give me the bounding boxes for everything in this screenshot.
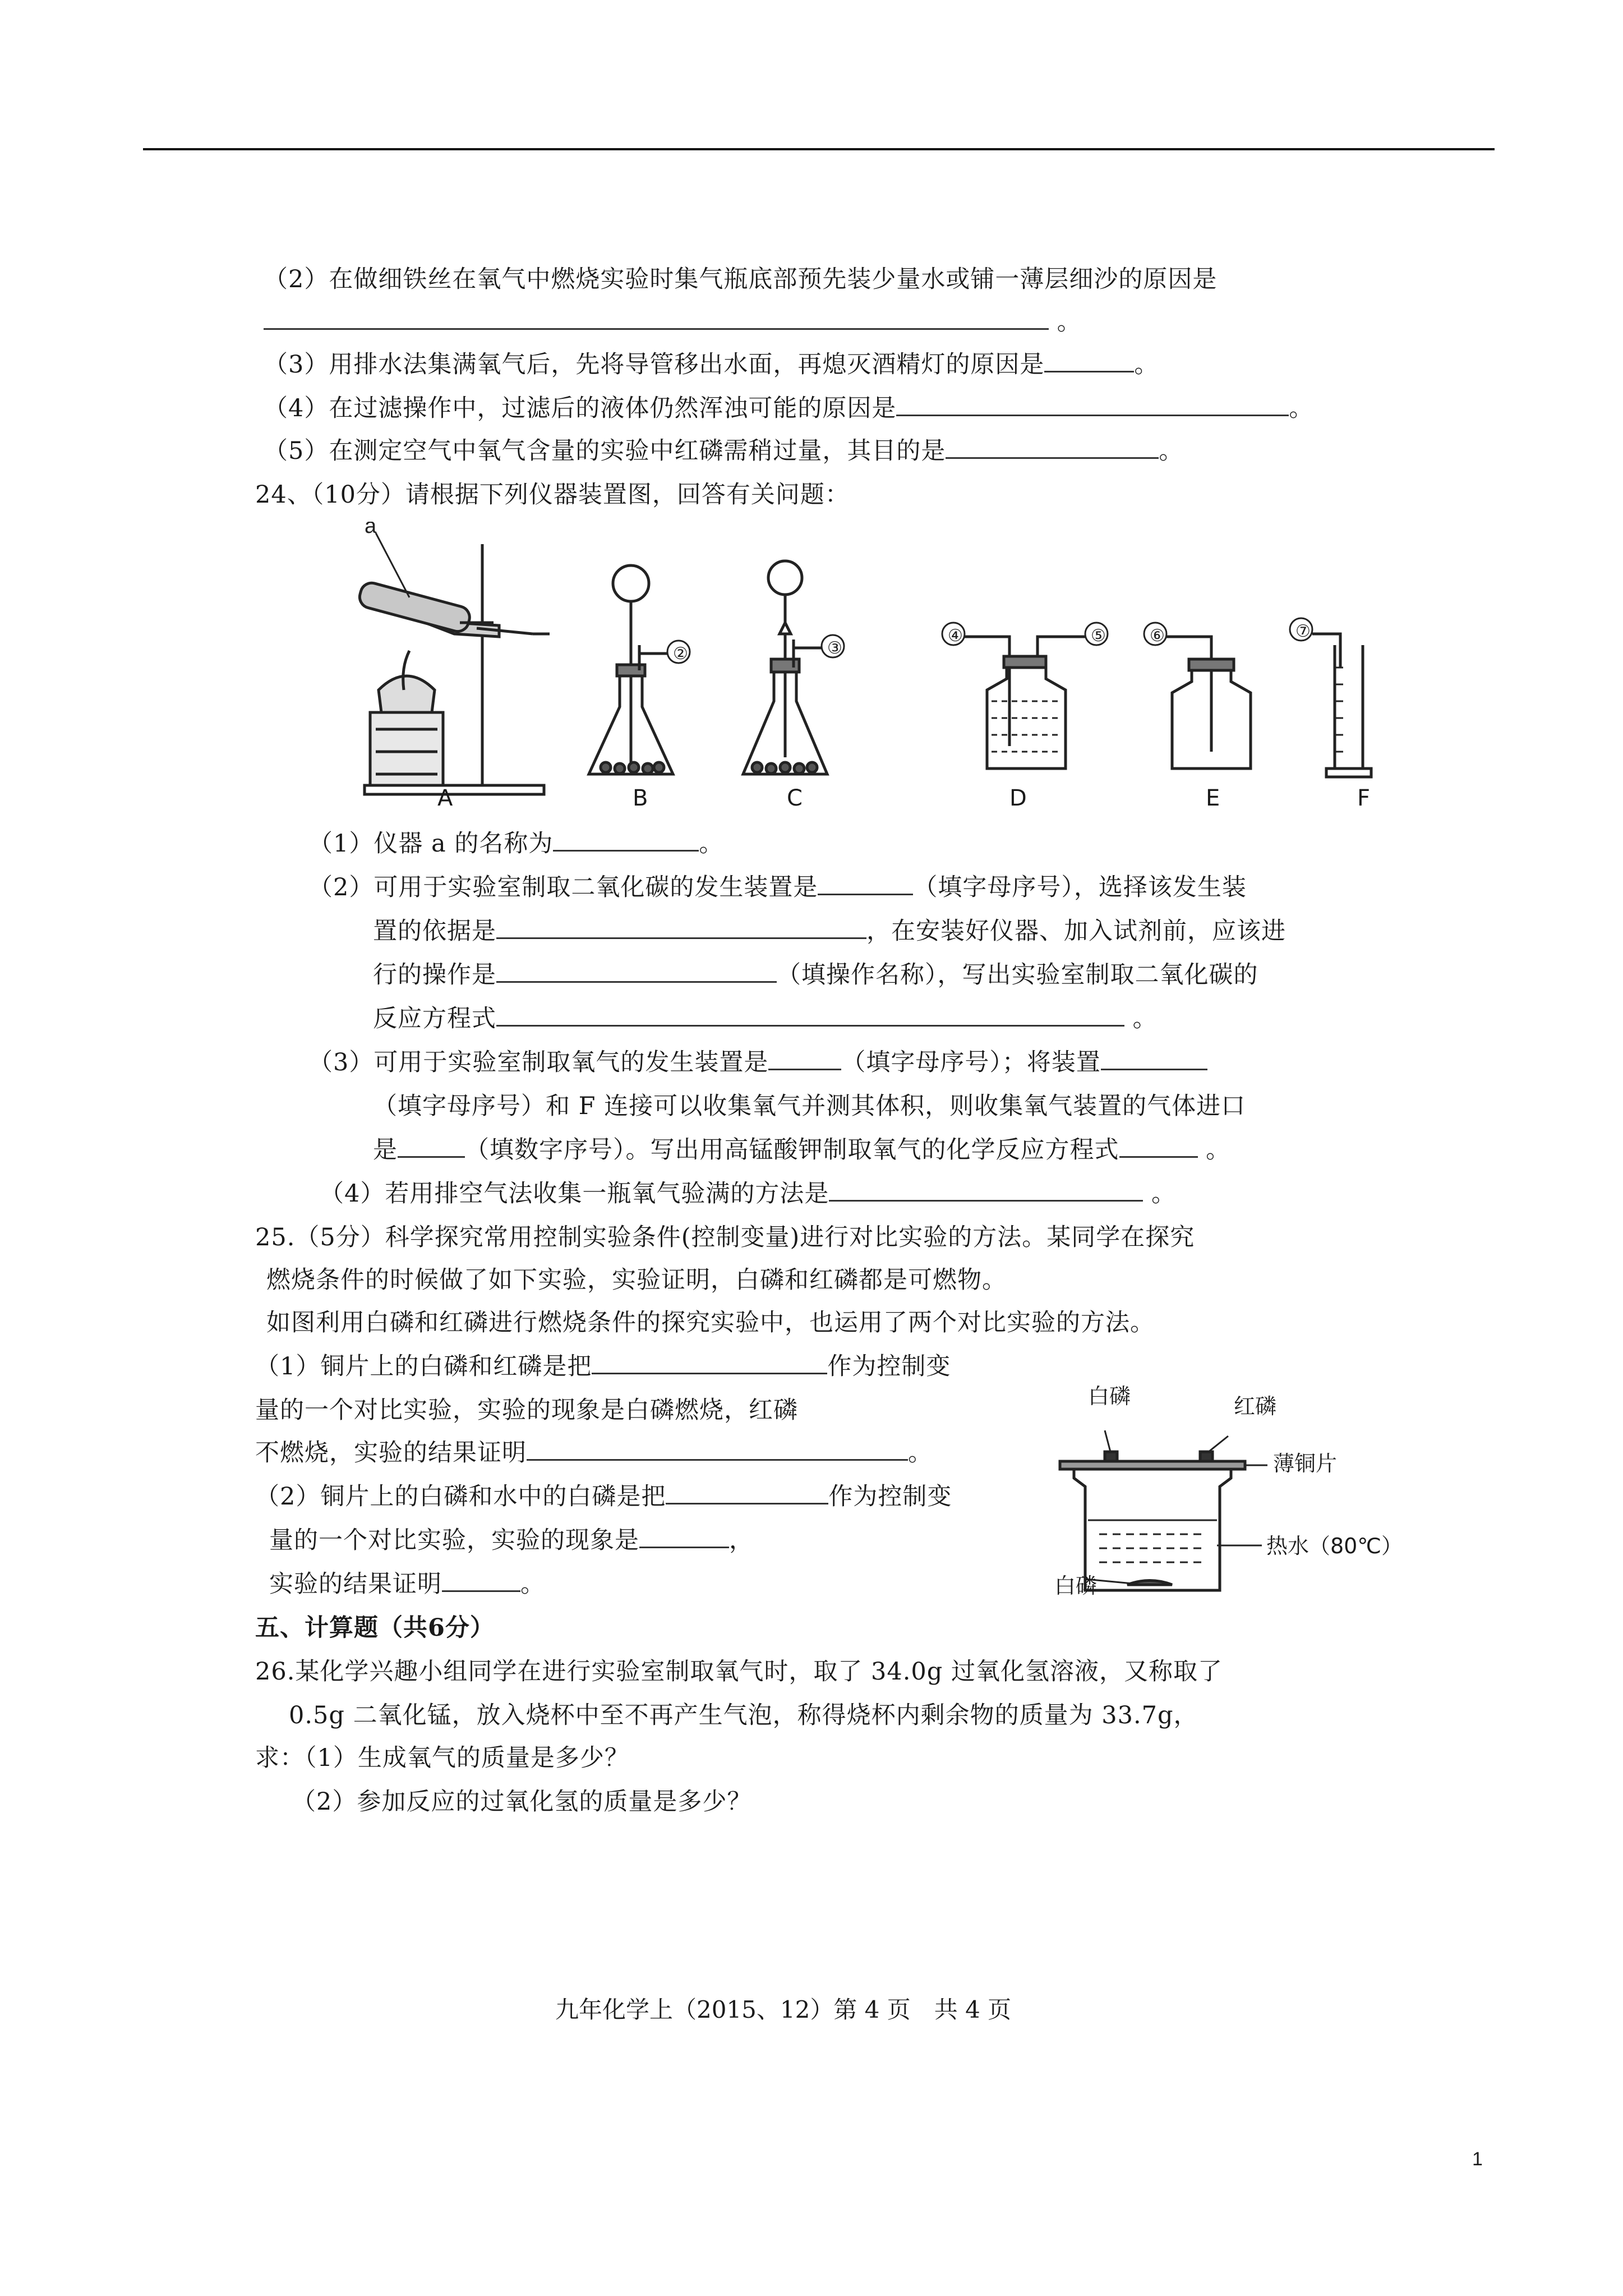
answer-blank[interactable]: [264, 309, 1049, 330]
q25-part2-line2: 量的一个对比实验，实验的现象是 ，: [269, 1526, 754, 1554]
answer-blank[interactable]: [398, 1137, 465, 1158]
label-4: ④: [948, 626, 963, 646]
label-red-phosphorus: 红磷: [1234, 1394, 1277, 1419]
answer-blank[interactable]: [666, 1484, 828, 1504]
label-a: a: [365, 522, 377, 538]
q24-part2-line3: 行的操作是 （填操作名称），写出实验室制取二氧化碳的: [373, 961, 1258, 989]
q23-part2: （2）在做细铁丝在氧气中燃烧实验时集气瓶底部预先装少量水或铺一薄层细沙的原因是: [264, 265, 1218, 293]
header-rule: [143, 148, 1495, 150]
apparatus-a: [357, 522, 550, 794]
caption-a: A: [437, 785, 453, 811]
q26-line4: （2）参加反应的过氧化氢的质量是多少？: [292, 1788, 752, 1816]
label-white-phosphorus-bottom: 白磷: [1054, 1573, 1098, 1598]
answer-blank[interactable]: [527, 1440, 908, 1461]
section5-title: 五、计算题（共6分）: [255, 1614, 495, 1642]
caption-b: B: [633, 785, 648, 811]
answer-blank[interactable]: [496, 962, 777, 983]
caption-f: F: [1357, 785, 1371, 811]
answer-blank[interactable]: [768, 1050, 841, 1070]
q25-part1-line1: （1）铜片上的白磷和红磷是把 作为控制变: [255, 1352, 951, 1381]
q24-part3-line3: 是 （填数字序号）。写出用高锰酸钾制取氧气的化学反应方程式 。: [373, 1136, 1231, 1164]
label-5: ⑤: [1091, 626, 1106, 646]
q24-part2-line4: 反应方程式 。: [373, 1005, 1158, 1033]
answer-blank[interactable]: [496, 918, 866, 939]
page-footer: 九年化学上（2015、12）第 4 页 共 4 页: [555, 1996, 1012, 2023]
page-number: 1: [1472, 2148, 1483, 2170]
q23-part3: （3）用排水法集满氧气后，先将导管移出水面，再熄灭酒精灯的原因是 。: [264, 351, 1159, 379]
apparatus-d: [942, 623, 1108, 769]
q24-part2-line2: 置的依据是 ，在安装好仪器、加入试剂前，应该进: [373, 917, 1286, 945]
q24-part2-line1: （2）可用于实验室制取二氧化碳的发生装置是 （填字母序号），选择该发生装: [308, 873, 1247, 901]
label-copper-sheet: 薄铜片: [1273, 1451, 1338, 1476]
q25-part1-line3: 不燃烧，实验的结果证明 。: [255, 1439, 933, 1467]
answer-blank[interactable]: [639, 1527, 729, 1548]
apparatus-f: [1290, 618, 1371, 777]
answer-blank[interactable]: [592, 1354, 827, 1374]
q23-part5: （5）在测定空气中氧气含量的实验中红磷需稍过量，其目的是 。: [264, 437, 1184, 465]
label-3: ③: [827, 638, 842, 658]
caption-c: C: [787, 785, 803, 811]
q24-stem: 24、（10分）请根据下列仪器装置图，回答有关问题：: [255, 481, 850, 509]
apparatus-b: [589, 565, 690, 774]
label-white-phosphorus-top: 白磷: [1088, 1384, 1131, 1409]
label-7: ⑦: [1295, 622, 1311, 641]
label-2: ②: [673, 644, 688, 664]
apparatus-figure: [348, 522, 1458, 813]
answer-blank[interactable]: [496, 1006, 1124, 1027]
answer-blank[interactable]: [1101, 1050, 1207, 1070]
answer-blank[interactable]: [1044, 352, 1134, 372]
q26-line2: 0.5g 二氧化锰，放入烧杯中至不再产生气泡，称得烧杯内剩余物的质量为 33.7g，: [289, 1701, 1198, 1729]
answer-blank[interactable]: [818, 875, 913, 895]
q23-part2-answer: 。: [264, 306, 1082, 338]
q25-line3: 如图利用白磷和红磷进行燃烧条件的探究实验中，也运用了两个对比实验的方法。: [266, 1309, 1155, 1337]
apparatus-e: [1144, 623, 1251, 769]
answer-blank[interactable]: [896, 395, 1289, 416]
answer-blank[interactable]: [829, 1181, 1143, 1202]
caption-e: E: [1206, 785, 1220, 811]
q25-line2: 燃烧条件的时候做了如下实验，实验证明，白磷和红磷都是可燃物。: [266, 1266, 1007, 1294]
answer-blank[interactable]: [1119, 1137, 1198, 1158]
q26-line1: 26.某化学兴趣小组同学在进行实验室制取氧气时，取了 34.0g 过氧化氢溶液，又称取了: [255, 1658, 1223, 1686]
q25-part1-line2: 量的一个对比实验，实验的现象是白磷燃烧，红磷: [255, 1396, 798, 1424]
label-6: ⑥: [1150, 626, 1165, 646]
answer-blank[interactable]: [946, 438, 1159, 459]
q24-part3-line2: （填字母序号）和 F 连接可以收集氧气并测其体积，则收集氧气装置的气体进口: [373, 1092, 1246, 1120]
q24-part1: （1）仪器 a 的名称为 。: [308, 830, 724, 858]
q25-part2-line1: （2）铜片上的白磷和水中的白磷是把 作为控制变: [255, 1483, 952, 1511]
q25-part2-line3: 实验的结果证明 。: [269, 1570, 545, 1598]
label-hot-water: 热水（80℃）: [1266, 1534, 1403, 1558]
q26-line3: 求：（1）生成氧气的质量是多少？: [255, 1744, 629, 1772]
caption-d: D: [1009, 785, 1027, 811]
answer-blank[interactable]: [442, 1571, 520, 1592]
q23-part4: （4）在过滤操作中，过滤后的液体仍然浑浊可能的原因是 。: [264, 394, 1314, 422]
apparatus-c: [743, 561, 844, 774]
q24-part4: （4）若用排空气法收集一瓶氧气验满的方法是 。: [320, 1180, 1177, 1208]
answer-blank[interactable]: [553, 831, 699, 852]
q25-line1: 25.（5分）科学探究常用控制实验条件(控制变量)进行对比实验的方法。某同学在探究: [255, 1223, 1195, 1251]
q24-part3-line1: （3）可用于实验室制取氧气的发生装置是 （填字母序号）；将装置: [308, 1047, 1207, 1078]
